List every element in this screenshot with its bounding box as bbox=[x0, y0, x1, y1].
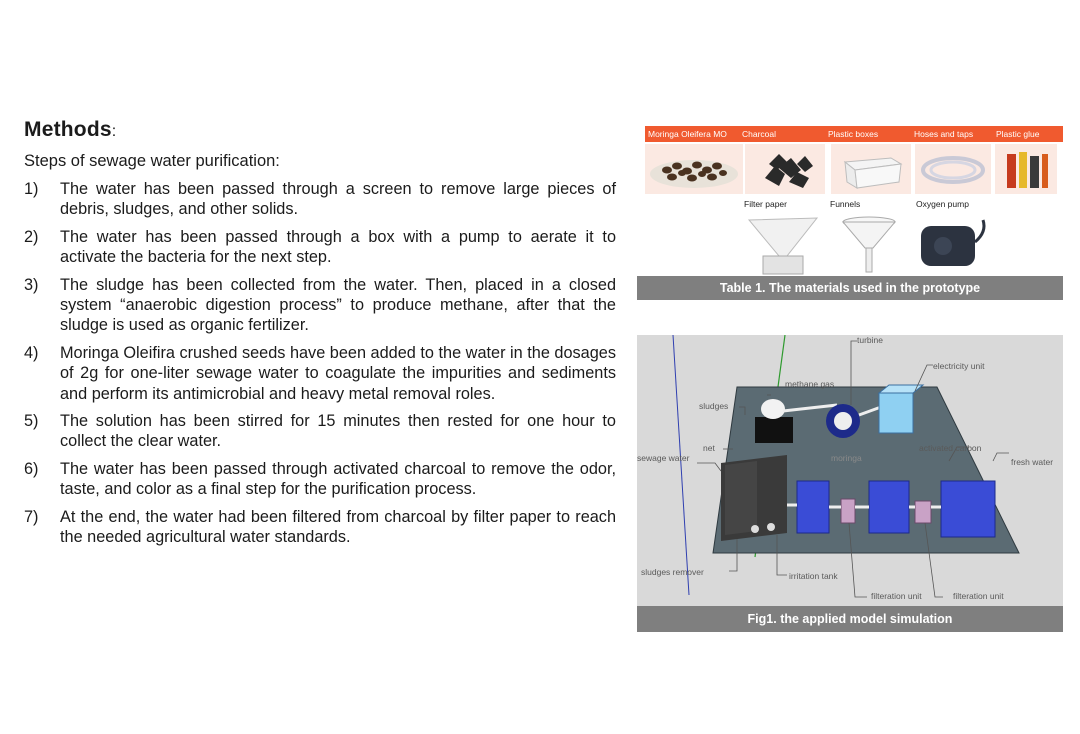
label-sludges: sludges bbox=[699, 401, 729, 411]
glue-image bbox=[995, 144, 1057, 194]
label-net: net bbox=[703, 443, 715, 453]
header-charcoal: Charcoal bbox=[739, 126, 825, 142]
list-item: 4) Moringa Oleifira crushed seeds have been added to the water in the dosages of 2g for one-liter sewage water to coagulate the impurities and sediments and perform its antimicrobial and heavy metal removal roles. bbox=[24, 343, 616, 403]
methods-title: Methods: bbox=[24, 118, 117, 141]
header-plastic-boxes: Plastic boxes bbox=[825, 126, 911, 142]
plastic-box-image bbox=[831, 144, 911, 194]
methods-intro: Steps of sewage water purification: bbox=[24, 152, 280, 170]
list-item: 1) The water has been passed through a screen to remove large pieces of debris, sludges, and other solids. bbox=[24, 180, 616, 219]
label-methane-gas: methane gas bbox=[785, 379, 835, 389]
label-activated-carbon: activated carbon bbox=[919, 443, 982, 453]
list-item: 3) The sludge has been collected from the water. Then, placed in a closed system “anaerobic digestion process” to produce methane, after that the sludge is used as organic fertilizer. bbox=[24, 275, 616, 335]
moringa-seeds-image bbox=[645, 144, 743, 194]
funnel-image bbox=[829, 212, 909, 276]
label-filteration-unit-1: filteration unit bbox=[871, 591, 922, 601]
header-glue: Plastic glue bbox=[993, 126, 1063, 142]
list-item: 7) At the end, the water had been filtered from charcoal by filter paper to reach the needed agricultural water standards. bbox=[24, 507, 616, 547]
header-oxygen-pump: Oxygen pump bbox=[913, 196, 995, 212]
steps-list bbox=[24, 179, 616, 548]
label-electricity-unit: electricity unit bbox=[933, 361, 985, 371]
label-turbine: turbine bbox=[857, 335, 883, 345]
table-caption: Table 1. The materials used in the prototype bbox=[637, 276, 1063, 300]
label-sewage-water: sewage water bbox=[637, 453, 690, 463]
label-irritation-tank: irritation tank bbox=[789, 571, 838, 581]
list-item: 6) The water has been passed through activated charcoal to remove the odor, taste, and color as a final step for the purification process. bbox=[24, 459, 616, 499]
filter-paper-image bbox=[743, 212, 823, 276]
label-sludges-remover: sludges remover bbox=[641, 567, 704, 577]
model-simulation-figure bbox=[637, 335, 1063, 632]
label-moringa: moringa bbox=[831, 453, 862, 463]
methods-section bbox=[24, 118, 616, 555]
hoses-image bbox=[915, 144, 991, 194]
model-drawing bbox=[637, 335, 1063, 632]
header-hoses: Hoses and taps bbox=[911, 126, 993, 142]
label-filteration-unit-2: filteration unit bbox=[953, 591, 1004, 601]
header-funnels: Funnels bbox=[827, 196, 909, 212]
oxygen-pump-image bbox=[913, 212, 993, 276]
label-fresh-water: fresh water bbox=[1011, 457, 1054, 467]
charcoal-image bbox=[745, 144, 825, 194]
list-item: 5) The solution has been stirred for 15 minutes then rested for one hour to collect the clear water. bbox=[24, 412, 616, 451]
list-item: 2) The water has been passed through a box with a pump to aerate it to activate the bacteria for the next step. bbox=[24, 227, 616, 267]
header-filter-paper: Filter paper bbox=[741, 196, 823, 212]
figure-caption: Fig1. the applied model simulation bbox=[637, 606, 1063, 632]
materials-table bbox=[637, 124, 1063, 300]
header-moringa: Moringa Oleifera MO bbox=[645, 126, 743, 142]
